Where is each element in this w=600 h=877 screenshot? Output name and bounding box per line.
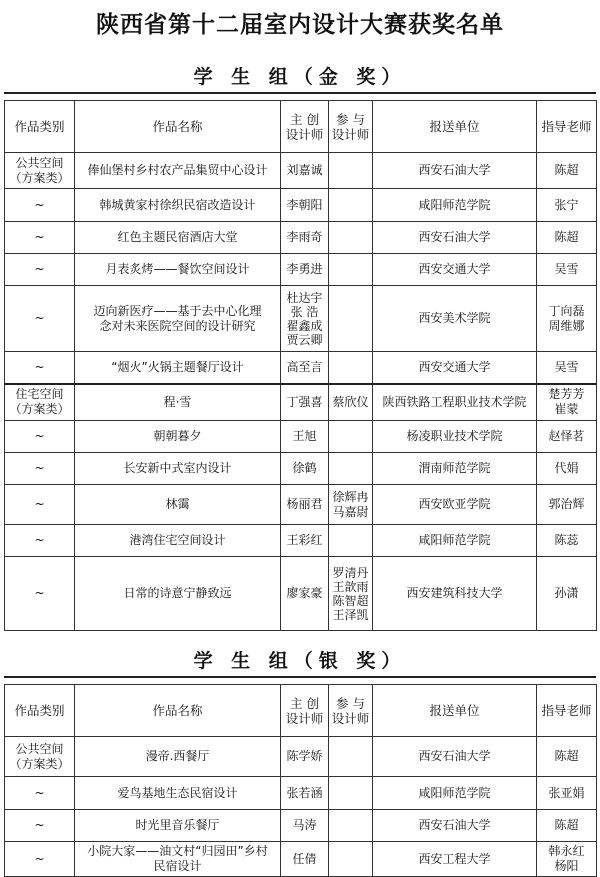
designer-cell [281,189,329,222]
silver.rows.0.category-line: 公共空间 [15,741,64,756]
gold.rows.11.participant-line: 王泽凯 [332,607,369,622]
teacher-cell [537,777,597,810]
gold.rows.7.category-line: ~ [34,429,45,443]
table-row [5,222,597,254]
gold.rows.10.designer-line: 王彩红 [286,533,323,547]
gold.rows.2.name-line: 红色主题民宿酒店大堂 [117,230,238,244]
category-cell [5,384,75,421]
designer-cell [281,525,329,557]
gold.rows.4.designer-line: 杜达宇 [286,290,323,305]
designer-header [281,101,329,153]
unit-cell: 西安工程大学 [373,842,537,877]
silver.rows.2.designer-line: 马涛 [292,818,317,832]
participant-cell [329,777,373,810]
gold.rows.8.designer-line: 徐鹤 [292,461,317,475]
designer-cell [281,453,329,485]
designer-cell [281,485,329,525]
gold.rows.4.designer-line: 翟鑫成 [286,318,323,333]
gold.rows.4.name-line: 念对未来医院空间的设计研究 [99,318,256,333]
teacher-cell [537,222,597,254]
category-cell [5,352,75,384]
work-name-cell [75,777,281,810]
gold.rows.0.name-line: 俸仙堡村乡村农产品集贸中心设计 [87,163,268,177]
teacher-cell [537,254,597,286]
unit-cell: 西安欧亚学院 [373,485,537,525]
gold.rows.5.designer-line: 高至言 [286,359,323,374]
category-cell [5,777,75,810]
gold.rows.3.name-line: 月表炙烤——餐饮空间设计 [105,262,250,276]
participant-cell [329,453,373,485]
unit-cell: 西安石油大学 [373,737,537,777]
participant-cell [329,525,373,557]
gold.rows.4.teacher-line: 丁向磊 [548,303,585,318]
gold.rows.1.designer-line: 李朝阳 [286,197,323,212]
table-row [5,737,597,777]
category-cell [5,421,75,453]
gold.rows.9.name-line: 林霭 [165,497,190,511]
gold.rows.8.teacher-line: 代娟 [554,461,579,475]
gold.rows.11.participant-line: 罗清丹 [332,565,369,580]
gold.rows.8.name-line: 长安新中式室内设计 [123,461,232,475]
category-header-text: 作品类别 [14,119,65,134]
unit-cell: 西安石油大学 [373,153,537,189]
gold.rows.11.participant-line: 王歆雨 [332,579,369,594]
gold.rows.7.name-line: 朝朝暮夕 [153,429,202,443]
designer-cell [281,222,329,254]
silver-separator [4,676,596,678]
work-name-cell [75,153,281,189]
silver.rows.0.designer-line: 陈学娇 [286,749,323,763]
table-row [5,777,597,810]
table-row [5,842,597,877]
teacher-cell [537,189,597,222]
teacher-cell [537,810,597,842]
participant-header-text: 参 与 [336,111,365,127]
category-cell [5,254,75,286]
gold.rows.11.participant-line: 陈智超 [332,593,369,608]
designer-header-text: 设计师 [285,710,324,726]
gold.rows.4.teacher-line: 周维娜 [548,318,585,333]
work-name-cell [75,485,281,525]
gold.rows.10.category-line: ~ [34,533,45,547]
silver.rows.2.teacher-line: 陈超 [554,818,579,832]
teacher-cell [537,525,597,557]
table-row [5,525,597,557]
work-name-cell [75,222,281,254]
gold.rows.7.designer-line: 王旭 [292,429,317,443]
gold.rows.4.category-line: ~ [34,311,45,325]
silver.rows.1.category-line: ~ [34,785,45,800]
table-row [5,254,597,286]
category-cell [5,525,75,557]
participant-header [329,685,373,737]
participant-header [329,101,373,153]
gold.rows.10.name-line: 港湾住宅空间设计 [129,533,226,547]
participant-cell [329,286,373,352]
gold.rows.3.designer-line: 李勇进 [286,262,323,276]
teacher-header-text: 指导老师 [541,703,592,718]
silver.rows.0.category-line: （方案类） [9,756,70,771]
gold.rows.9.participant-line: 马嘉尉 [332,504,369,519]
unit-cell: 咸阳师范学院 [373,189,537,222]
participant-cell [329,352,373,384]
participant-cell [329,842,373,877]
designer-cell [281,737,329,777]
table-row [5,189,597,222]
category-cell [5,222,75,254]
teacher-cell [537,737,597,777]
silver.rows.0.teacher-line: 陈超 [554,749,579,763]
teacher-header [537,685,597,737]
silver.rows.2.name-line: 时光里音乐餐厅 [135,818,220,832]
silver-section-title: 学 生 组（银 奖） [193,650,407,672]
gold.rows.9.participant-line: 徐辉冉 [332,489,369,504]
table-row [5,485,597,525]
work-name-cell [75,421,281,453]
gold.rows.11.designer-line: 廖家豪 [286,586,323,600]
participant-cell [329,557,373,631]
category-cell [5,189,75,222]
category-cell [5,153,75,189]
designer-cell [281,153,329,189]
category-cell [5,842,75,877]
gold.rows.9.teacher-line: 郭治辉 [548,497,585,511]
gold.rows.6.category-line: 住宅空间 [15,387,64,402]
table-row [5,352,597,384]
gold.rows.11.category-line: ~ [34,586,45,600]
category-header [5,685,75,737]
designer-cell [281,384,329,421]
teacher-cell [537,485,597,525]
unit-cell: 杨凌职业技术学院 [373,421,537,453]
participant-cell [329,485,373,525]
gold.rows.3.category-line: ~ [34,262,45,276]
participant-header-text: 设计师 [331,126,370,142]
header-row [5,101,597,153]
unit-cell: 西安交通大学 [373,352,537,384]
unit-cell: 西安美术学院 [373,286,537,352]
category-cell [5,810,75,842]
unit-cell: 西安交通大学 [373,254,537,286]
silver.rows.1.teacher-line: 张亚娟 [548,785,585,800]
silver-award-table [4,684,597,877]
teacher-cell [537,352,597,384]
designer-cell [281,557,329,631]
work-name-cell [75,557,281,631]
gold.rows.4.designer-line: 贾云卿 [286,332,323,347]
teacher-cell [537,842,597,877]
designer-cell [281,810,329,842]
gold.rows.0.designer-line: 刘嘉诚 [286,163,323,177]
silver.rows.2.category-line: ~ [34,818,45,832]
gold.rows.2.designer-line: 李雨奇 [286,230,323,244]
gold.rows.6.name-line: 程·雪 [163,394,192,409]
work-name-cell [75,842,281,877]
teacher-cell [537,453,597,485]
table-row [5,453,597,485]
participant-header-text: 设计师 [331,710,370,726]
silver.rows.1.name-line: 爱鸟基地生态民宿设计 [117,785,238,800]
gold.rows.10.teacher-line: 陈蕊 [554,533,579,547]
table-row [5,153,597,189]
unit-cell: 渭南师范学院 [373,453,537,485]
teacher-cell [537,286,597,352]
gold.rows.5.category-line: ~ [34,359,45,374]
name-header [75,685,281,737]
work-name-cell [75,352,281,384]
designer-cell [281,352,329,384]
unit-cell: 西安建筑科技大学 [373,557,537,631]
gold.rows.7.teacher-line: 赵怿茗 [548,429,585,443]
header-row [5,685,597,737]
work-name-cell [75,254,281,286]
gold.rows.4.designer-line: 张 浩 [290,304,319,319]
designer-cell [281,421,329,453]
designer-header-text: 主 创 [290,111,319,127]
designer-cell [281,777,329,810]
teacher-cell [537,421,597,453]
silver.rows.3.designer-line: 任倩 [292,851,317,866]
participant-cell [329,254,373,286]
designer-header-text: 设计师 [285,126,324,142]
unit-cell: 西安石油大学 [373,222,537,254]
category-cell [5,485,75,525]
teacher-cell [537,384,597,421]
gold.rows.0.teacher-line: 陈超 [554,163,579,177]
participant-cell [329,384,373,421]
unit-cell: 西安石油大学 [373,810,537,842]
gold.rows.3.teacher-line: 吴雪 [554,262,579,276]
gold.rows.11.teacher-line: 孙潇 [554,586,579,600]
gold.rows.0.category-line: 公共空间 [15,155,64,170]
page-title: 陕西省第十二届室内设计大赛获奖名单 [96,12,504,38]
silver.rows.0.name-line: 漫帝.西餐厅 [145,749,210,763]
gold-section-title: 学 生 组（金 奖） [193,66,407,88]
category-cell [5,453,75,485]
work-name-cell [75,189,281,222]
gold.rows.8.category-line: ~ [34,461,45,475]
unit-header [373,685,537,737]
work-name-cell [75,384,281,421]
category-cell [5,286,75,352]
unit-cell: 陕西铁路工程职业技术学院 [373,384,537,421]
gold.rows.6.teacher-line: 崔蒙 [554,402,579,417]
category-header-text: 作品类别 [14,703,65,718]
teacher-header-text: 指导老师 [541,119,592,134]
participant-cell [329,189,373,222]
designer-cell [281,254,329,286]
gold.rows.2.category-line: ~ [34,230,45,244]
unit-cell: 咸阳师范学院 [373,777,537,810]
work-name-cell [75,286,281,352]
work-name-cell [75,810,281,842]
gold.rows.0.category-line: （方案类） [9,170,70,185]
gold.rows.2.teacher-line: 陈超 [554,230,579,244]
category-cell [5,737,75,777]
gold.rows.6.designer-line: 丁强喜 [286,394,323,409]
gold-separator [4,92,596,94]
silver.rows.3.teacher-line: 韩永红 [548,844,585,858]
silver.rows.3.teacher-line: 杨阳 [554,859,579,873]
table-row [5,810,597,842]
designer-cell [281,842,329,877]
work-name-cell [75,453,281,485]
gold.rows.6.participant-line: 蔡欣仪 [332,394,369,409]
gold-award-table [4,100,597,631]
table-row [5,384,597,421]
gold.rows.11.name-line: 日常的诗意宁静致远 [123,586,232,600]
designer-header [281,685,329,737]
unit-header-text: 报送单位 [429,703,480,718]
unit-header [373,101,537,153]
gold.rows.6.category-line: （方案类） [9,402,70,417]
gold.rows.5.name-line: “烟火”火锅主题餐厅设计 [111,359,244,374]
table-row [5,286,597,352]
teacher-header [537,101,597,153]
silver.rows.3.name-line: 小院大家——油文村“归园田”乡村 [87,844,268,858]
work-name-cell [75,737,281,777]
unit-header-text: 报送单位 [429,119,480,134]
gold.rows.6.teacher-line: 楚芳芳 [548,387,585,402]
category-header [5,101,75,153]
participant-cell [329,222,373,254]
gold.rows.5.teacher-line: 吴雪 [554,359,579,374]
name-header-text: 作品名称 [152,119,203,134]
table-row [5,557,597,631]
participant-cell [329,153,373,189]
gold.rows.1.name-line: 韩城黄家村徐织民宿改造设计 [99,197,256,212]
teacher-cell [537,153,597,189]
gold.rows.9.designer-line: 杨丽君 [286,497,323,511]
silver.rows.3.category-line: ~ [34,851,45,866]
participant-header-text: 参 与 [336,695,365,711]
gold.rows.1.category-line: ~ [34,197,45,212]
silver.rows.1.designer-line: 张若涵 [286,785,323,800]
table-row [5,421,597,453]
silver.rows.3.name-line: 民宿设计 [153,859,202,873]
category-cell [5,557,75,631]
participant-cell [329,737,373,777]
participant-cell [329,421,373,453]
designer-cell [281,286,329,352]
gold.rows.4.name-line: 迈向新医疗——基于去中心化理 [93,303,262,318]
gold.rows.9.category-line: ~ [34,497,45,511]
name-header-text: 作品名称 [152,703,203,718]
work-name-cell [75,525,281,557]
unit-cell: 咸阳师范学院 [373,525,537,557]
teacher-cell [537,557,597,631]
participant-cell [329,810,373,842]
designer-header-text: 主 创 [290,695,319,711]
gold.rows.1.teacher-line: 张宁 [554,197,579,212]
name-header [75,101,281,153]
